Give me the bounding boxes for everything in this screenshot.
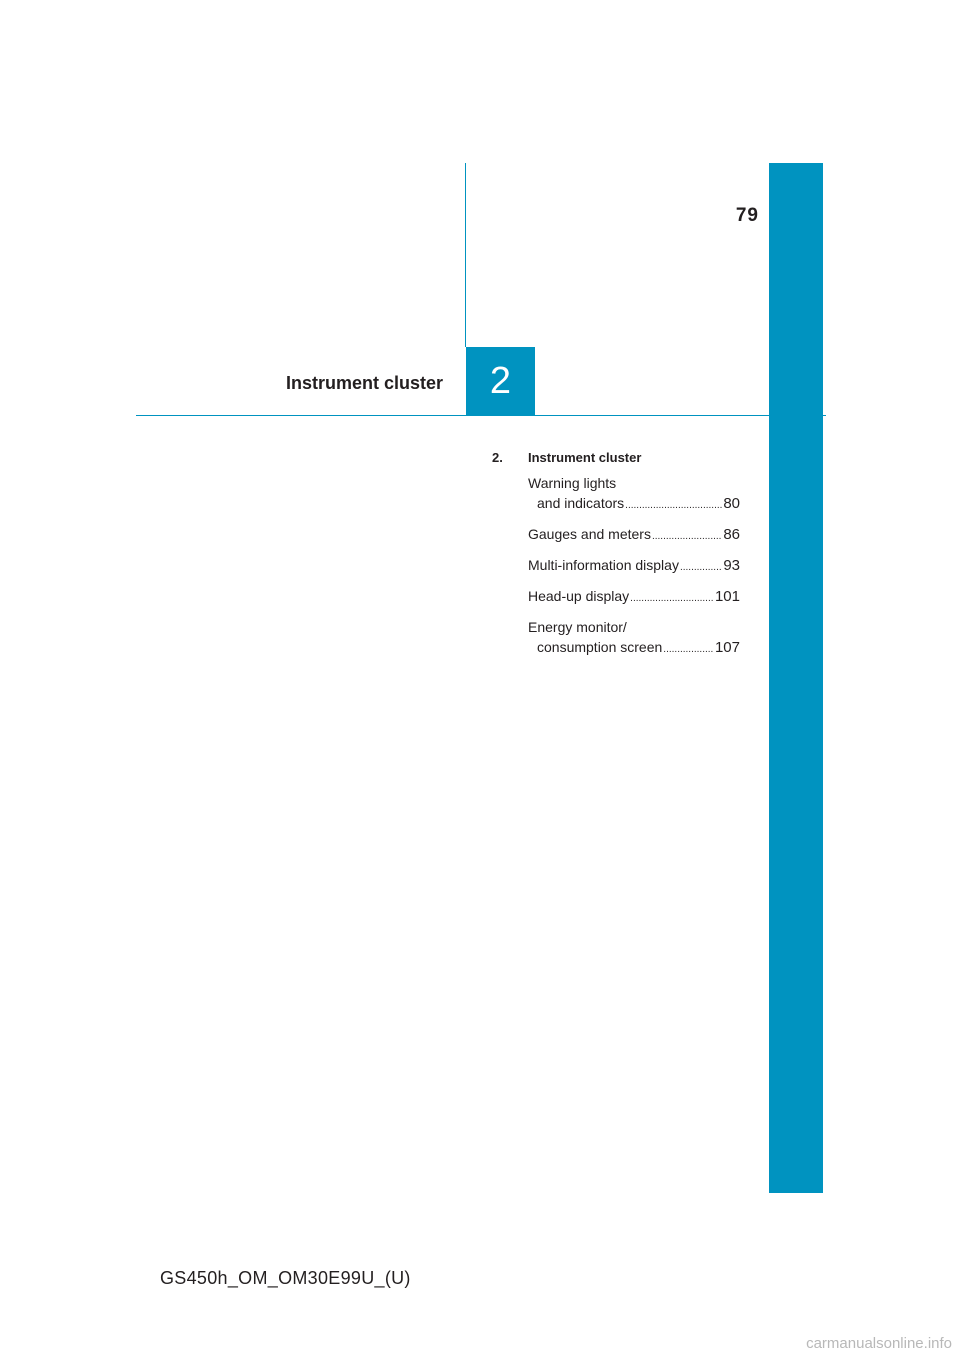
toc-entry-head-up-display[interactable] [528,586,740,609]
toc-entry-label: Head-up display [528,588,630,604]
toc-entry-label: Multi-information display [528,557,679,573]
dot-leader [652,527,722,547]
toc-entry-page: 80 [723,495,740,512]
toc-entry-gauges-meters[interactable] [528,524,740,547]
document-code-footer: GS450h_OM_OM30E99U_(U) [160,1268,411,1288]
toc-entry-page: 86 [723,526,740,543]
toc-entry-energy-monitor[interactable] [528,617,740,660]
toc-entry-multi-information-display[interactable] [528,555,740,578]
toc-entry-page: 107 [714,639,740,656]
toc-entry-page: 101 [714,588,740,605]
dot-leader [625,496,722,516]
toc-entry-label-cont: consumption screen [537,639,663,655]
toc-entry-page: 93 [723,557,740,574]
chapter-number-box [466,347,535,415]
chapter-title: Instrument cluster [285,373,443,393]
toc-entry-label: Warning lights [528,475,617,491]
table-of-contents [492,450,740,668]
toc-entry-label: Energy monitor/ [528,619,627,635]
dot-leader [630,589,714,609]
dot-leader [680,558,722,578]
horizontal-rule [136,415,826,416]
chapter-thumb-tab [769,163,823,1193]
toc-section-number: 2. [492,450,503,465]
page-number: 79 [735,205,759,226]
toc-entry-label-cont: and indicators [537,495,625,511]
site-watermark: carmanualsonline.info [806,1335,952,1352]
toc-entry-warning-lights[interactable] [528,473,740,516]
vertical-rule [465,163,466,347]
toc-section-heading [492,450,740,465]
chapter-number: 2 [489,359,512,402]
toc-entry-label: Gauges and meters [528,526,651,542]
dot-leader [663,640,714,660]
toc-section-title: Instrument cluster [528,450,642,465]
